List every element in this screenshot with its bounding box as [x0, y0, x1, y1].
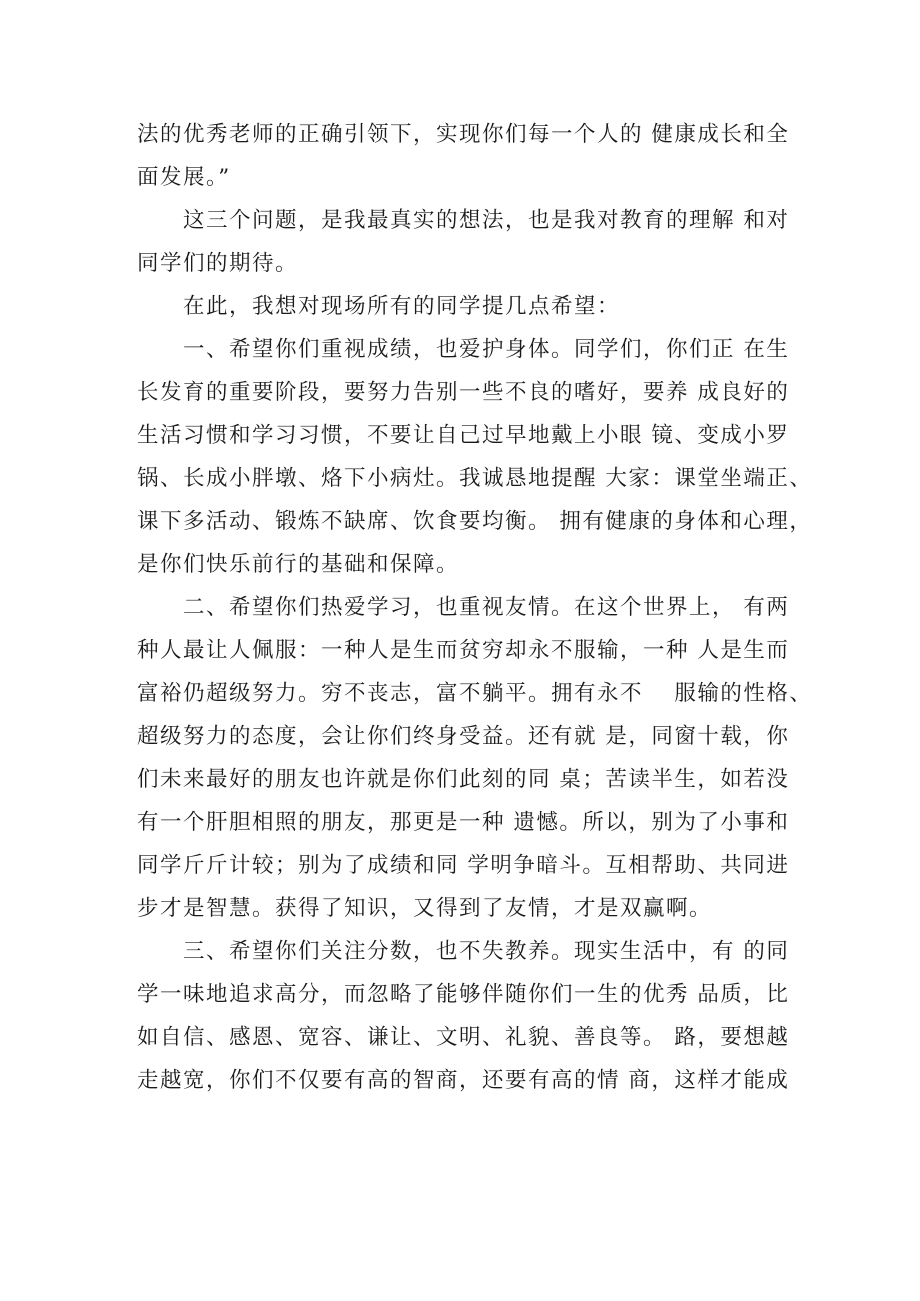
text-line-16: 们未来最好的朋友也许就是你们此刻的同 桌；苦读半生，如若没	[137, 767, 790, 792]
text-line-12: 二、希望你们热爱学习，也重视友情。在这个世界上， 有两	[183, 595, 790, 620]
text-line-9: 锅、长成小胖墩、烙下小病灶。我诚恳地提醒 大家：课堂坐端正、	[137, 466, 813, 491]
text-line-11: 是你们快乐前行的基础和保障。	[137, 552, 460, 577]
text-line-4: 同学们的期待。	[137, 251, 299, 276]
text-line-7: 长发育的重要阶段，要努力告别一些不良的嗜好，要养 成良好的	[137, 380, 790, 405]
text-line-17: 有一个肝胆相照的朋友，那更是一种 遗憾。所以，别为了小事和	[137, 810, 790, 835]
text-line-15: 超级努力的态度，会让你们终身受益。还有就 是，同窗十载，你	[137, 724, 790, 749]
text-line-23: 走越宽，你们不仅要有高的智商，还要有高的情 商，这样才能成	[137, 1068, 790, 1093]
text-line-3: 这三个问题，是我最真实的想法，也是我对教育的理解 和对	[183, 208, 790, 233]
text-line-5: 在此，我想对现场所有的同学提几点希望：	[183, 294, 621, 319]
text-line-8: 生活习惯和学习习惯，不要让自己过早地戴上小眼 镜、变成小罗	[137, 423, 790, 448]
text-line-6: 一、希望你们重视成绩，也爱护身体。同学们，你们正 在生	[183, 337, 790, 362]
text-line-19: 步才是智慧。获得了知识，又得到了友情，才是双赢啊。	[137, 896, 713, 921]
text-line-1: 法的优秀老师的正确引领下，实现你们每一个人的 健康成长和全	[137, 122, 790, 147]
text-line-20: 三、希望你们关注分数，也不失教养。现实生活中，有 的同	[183, 939, 790, 964]
text-line-10: 课下多活动、锻炼不缺席、饮食要均衡。 拥有健康的身体和心理，	[137, 509, 813, 534]
text-line-13: 种人最让人佩服：一种人是生而贫穷却永不服输，一种 人是生而	[137, 638, 790, 663]
text-line-2: 面发展。”	[137, 165, 231, 190]
text-line-14: 富裕仍超级努力。穷不丧志，富不躺平。拥有永不 服输的性格、	[137, 681, 813, 706]
text-line-18: 同学斤斤计较；别为了成绩和同 学明争暗斗。互相帮助、共同进	[137, 853, 790, 878]
text-line-21: 学一味地追求高分，而忽略了能够伴随你们一生的优秀 品质，比	[137, 982, 790, 1007]
document-body	[137, 113, 813, 1102]
text-line-22: 如自信、感恩、宽容、谦让、文明、礼貌、善良等。 路，要想越	[137, 1025, 790, 1050]
